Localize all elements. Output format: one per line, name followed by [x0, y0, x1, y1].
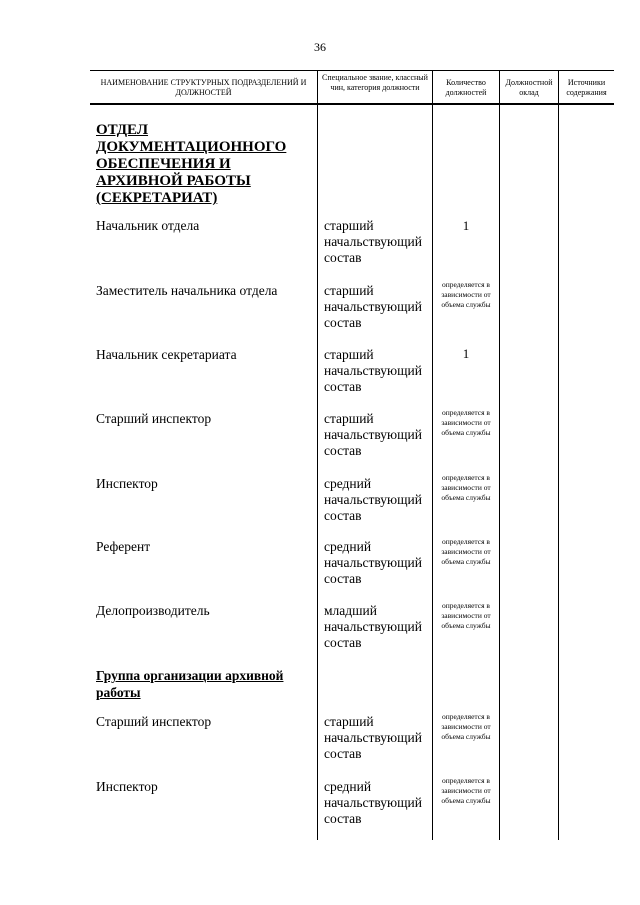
position-count: определяется в зависимости от объема службы — [441, 712, 491, 741]
position-name: Инспектор — [96, 779, 158, 794]
header-name: НАИМЕНОВАНИЕ СТРУКТУРНЫХ ПОДРАЗДЕЛЕНИЙ И ДОЛЖНОСТЕЙ — [100, 78, 307, 97]
table-top-border — [90, 70, 614, 71]
position-rank: старший начальствующий состав — [324, 714, 422, 761]
position-count: определяется в зависимости от объема службы — [441, 537, 491, 566]
position-name: Старший инспектор — [96, 714, 212, 729]
header-salary: Должностной оклад — [505, 78, 553, 97]
column-divider — [317, 70, 318, 840]
position-rank: старший начальствующий состав — [324, 411, 422, 458]
header-bottom-border — [90, 103, 614, 105]
position-count: определяется в зависимости от объема службы — [441, 601, 491, 630]
position-rank: старший начальствующий состав — [324, 347, 422, 394]
position-rank: средний начальствующий состав — [324, 539, 422, 586]
position-rank: средний начальствующий состав — [324, 476, 422, 523]
section-title-group: Группа организации архивной работы — [96, 668, 284, 700]
position-name: Инспектор — [96, 476, 158, 491]
position-count: определяется в зависимости от объема службы — [441, 408, 491, 437]
header-rank: Специальное звание, классный чин, категория должности — [322, 73, 428, 92]
position-name: Начальник отдела — [96, 218, 200, 233]
column-divider — [558, 70, 559, 840]
section-title-department: ОТДЕЛ ДОКУМЕНТАЦИОННОГО ОБЕСПЕЧЕНИЯ И АРХИВНОЙ РАБОТЫ (СЕКРЕТАРИАТ) — [96, 122, 287, 206]
position-count: определяется в зависимости от объема службы — [441, 473, 491, 502]
header-source: Источники содержания — [566, 78, 607, 97]
position-count: определяется в зависимости от объема службы — [441, 776, 491, 805]
position-name: Заместитель начальника отдела — [96, 283, 278, 298]
page-number: 36 — [314, 40, 326, 54]
header-count: Количество должностей — [445, 78, 487, 97]
position-name: Начальник секретариата — [96, 347, 237, 362]
position-count: 1 — [462, 346, 470, 361]
position-count: 1 — [462, 218, 470, 233]
position-rank: средний начальствующий состав — [324, 779, 422, 826]
position-count: определяется в зависимости от объема службы — [441, 280, 491, 309]
position-name: Референт — [96, 539, 151, 554]
position-rank: старший начальствующий состав — [324, 218, 422, 265]
position-name: Делопроизводитель — [96, 603, 210, 618]
position-rank: старший начальствующий состав — [324, 283, 422, 330]
position-rank: младший начальствующий состав — [324, 603, 422, 650]
position-name: Старший инспектор — [96, 411, 212, 426]
column-divider — [499, 70, 500, 840]
